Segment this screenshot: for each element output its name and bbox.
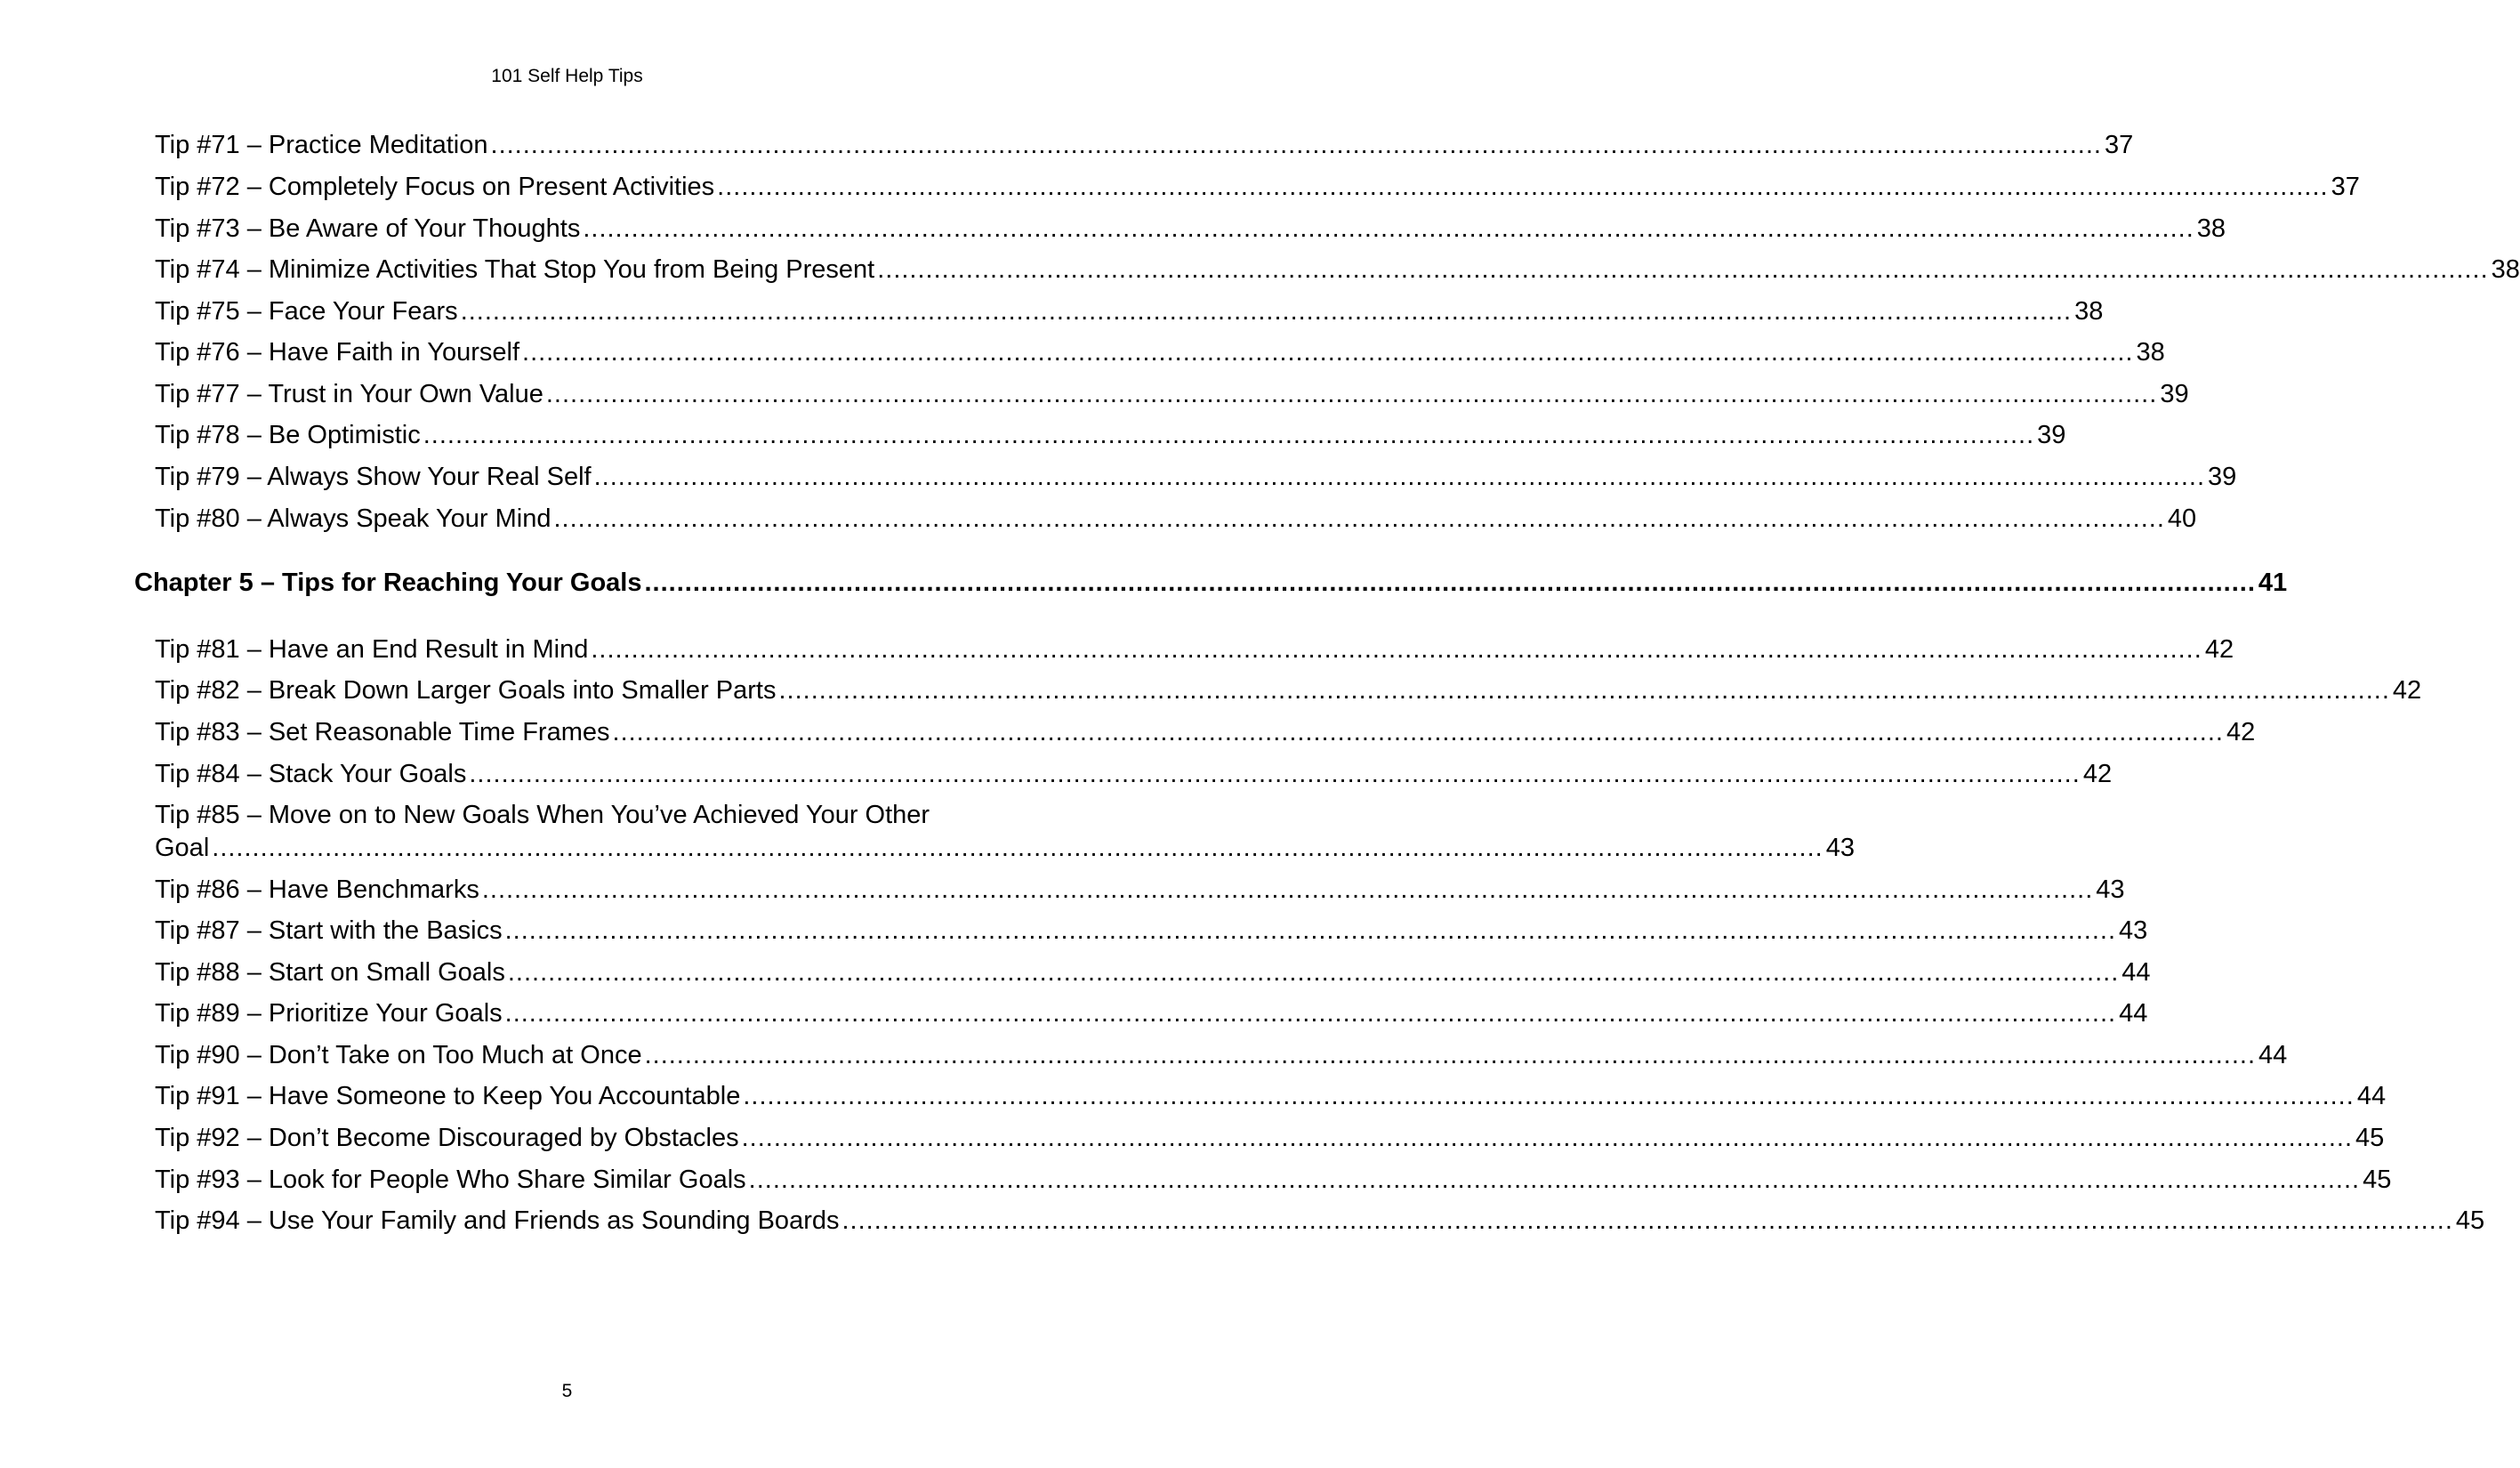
toc-entry-page: 37	[2104, 131, 2134, 159]
toc-entry-page: 39	[2037, 421, 2066, 449]
dot-leader: ........................................................................................................................................................................................................	[644, 1041, 2257, 1069]
toc-entry-page: 42	[2082, 760, 2113, 788]
toc-entry-page: 45	[2455, 1206, 2485, 1235]
toc-entry-title: Tip #71 – Practice Meditation	[155, 131, 488, 159]
dot-leader: ........................................................................................................................................................................................................	[612, 718, 2224, 746]
toc-entry	[155, 130, 2134, 160]
toc-entry-page: 39	[2208, 463, 2237, 491]
dot-leader: ........................................................................................................................................................................................................	[490, 131, 2102, 159]
dot-leader: ........................................................................................................................................................................................................	[741, 1124, 2354, 1152]
toc-entry	[155, 717, 2256, 747]
dot-leader: ........................................................................................................................................................................................................	[591, 635, 2202, 664]
toc-entry-title: Tip #76 – Have Faith in Yourself	[155, 338, 520, 367]
toc-entry	[155, 634, 2234, 665]
toc-entry-title: Tip #90 – Don’t Take on Too Much at Once	[155, 1041, 642, 1069]
dot-leader: ........................................................................................................................................................................................................	[717, 173, 2329, 201]
toc-entry-title: Tip #80 – Always Speak Your Mind	[155, 504, 552, 533]
toc-entry-title: Tip #89 – Prioritize Your Goals	[155, 999, 503, 1028]
toc-entry-page: 42	[2226, 718, 2256, 746]
toc-entry	[155, 998, 2148, 1028]
dot-leader: ........................................................................................................................................................................................................	[504, 999, 2117, 1028]
toc-entry	[155, 915, 2148, 946]
dot-leader: ........................................................................................................................................................................................................	[553, 504, 2165, 533]
dot-leader: ........................................................................................................................................................................................................	[522, 338, 2134, 367]
toc-entry	[155, 1165, 2392, 1195]
toc-entry-title: Tip #88 – Start on Small Goals	[155, 958, 505, 987]
dot-leader: ........................................................................................................................................................................................................	[504, 916, 2117, 945]
toc-entry	[155, 420, 2066, 450]
toc-entry-page: 42	[2204, 635, 2234, 664]
toc-entry-page: 43	[1825, 834, 1855, 862]
toc-entry-title: Tip #82 – Break Down Larger Goals into Smaller Parts	[155, 676, 777, 705]
toc-entry	[155, 296, 2104, 327]
toc-entry	[155, 172, 2360, 202]
toc-entry-page: 42	[2392, 676, 2422, 705]
toc-entry-page: 45	[2363, 1166, 2392, 1194]
toc-entry	[155, 833, 1855, 863]
toc-entry-title: Tip #79 – Always Show Your Real Self	[155, 463, 592, 491]
toc-entry-page: 39	[2160, 380, 2189, 408]
toc-entry-page: 44	[2356, 1082, 2387, 1110]
toc-entry-page: 44	[2119, 999, 2148, 1028]
toc-entry	[155, 379, 2189, 409]
dot-leader: ........................................................................................................................................................................................................	[545, 380, 2158, 408]
toc-entry-title: Tip #72 – Completely Focus on Present Activities	[155, 173, 715, 201]
toc-entry-title: Tip #92 – Don’t Become Discouraged by Obstacles	[155, 1124, 739, 1152]
toc-entry-page: 38	[2196, 214, 2226, 243]
toc-chapter-page: 41	[2258, 569, 2288, 597]
toc-entry	[155, 462, 2237, 492]
toc-entry-title-line1: Tip #85 – Move on to New Goals When You’ve Achieved Your Other	[155, 801, 930, 829]
dot-leader: ........................................................................................................................................................................................................	[778, 676, 2390, 705]
toc-entry	[155, 1081, 2387, 1111]
toc-entry	[155, 254, 2520, 285]
toc-entry	[155, 957, 2151, 988]
dot-leader: ........................................................................................................................................................................................................	[593, 463, 2206, 491]
toc-entry	[155, 675, 2422, 706]
toc-entry-title: Tip #94 – Use Your Family and Friends as Sounding Boards	[155, 1206, 840, 1235]
toc-entry-page: 40	[2167, 504, 2197, 533]
dot-leader: ........................................................................................................................................................................................................	[743, 1082, 2355, 1110]
dot-leader: ........................................................................................................................................................................................................	[583, 214, 2194, 243]
toc-entry-title: Tip #86 – Have Benchmarks	[155, 875, 479, 904]
dot-leader: ........................................................................................................................................................................................................	[460, 297, 2073, 326]
toc-chapter-title: Chapter 5 – Tips for Reaching Your Goals	[134, 569, 642, 597]
toc-entry-page: 43	[2119, 916, 2148, 945]
toc-chapter-entry	[134, 568, 2288, 598]
toc-entry-title-line2: Goal	[155, 834, 210, 862]
toc-entry	[155, 504, 2197, 534]
toc-entry-title: Tip #84 – Stack Your Goals	[155, 760, 467, 788]
dot-leader: ........................................................................................................................................................................................................	[423, 421, 2035, 449]
toc-entry-page: 45	[2355, 1124, 2385, 1152]
toc-entry-title: Tip #73 – Be Aware of Your Thoughts	[155, 214, 581, 243]
dot-leader: ........................................................................................................................................................................................................	[481, 875, 2094, 904]
toc-entry	[155, 875, 2125, 905]
toc-entry-title: Tip #77 – Trust in Your Own Value	[155, 380, 543, 408]
toc-entry-title: Tip #75 – Face Your Fears	[155, 297, 458, 326]
dot-leader: ........................................................................................................................................................................................................	[841, 1206, 2453, 1235]
toc-entry-page: 44	[2121, 958, 2151, 987]
toc-entry-title: Tip #87 – Start with the Basics	[155, 916, 503, 945]
toc-entry-page: 37	[2331, 173, 2360, 201]
dot-leader: ........................................................................................................................................................................................................	[507, 958, 2120, 987]
toc-entry-title: Tip #81 – Have an End Result in Mind	[155, 635, 589, 664]
dot-leader: ........................................................................................................................................................................................................	[469, 760, 2081, 788]
toc-entry	[155, 337, 2165, 367]
toc-entry-page: 44	[2258, 1041, 2288, 1069]
toc-entry	[155, 1206, 2485, 1236]
toc-entry-page: 38	[2074, 297, 2104, 326]
dot-leader: ........................................................................................................................................................................................................	[644, 569, 2256, 597]
toc-entry-title: Tip #83 – Set Reasonable Time Frames	[155, 718, 610, 746]
toc-entry-page: 38	[2491, 255, 2520, 284]
toc-entry-title: Tip #74 – Minimize Activities That Stop You from Being Present	[155, 255, 875, 284]
dot-leader: ........................................................................................................................................................................................................	[212, 834, 1824, 862]
toc-entry-page: 38	[2136, 338, 2165, 367]
toc-entry	[155, 1123, 2385, 1153]
running-header: 101 Self Help Tips	[491, 66, 643, 86]
toc-entry-title: Tip #78 – Be Optimistic	[155, 421, 421, 449]
dot-leader: ........................................................................................................................................................................................................	[877, 255, 2489, 284]
toc-entry-title: Tip #91 – Have Someone to Keep You Accountable	[155, 1082, 741, 1110]
toc-entry	[155, 759, 2113, 789]
page-number: 5	[561, 1381, 573, 1401]
toc-entry-title: Tip #93 – Look for People Who Share Similar Goals	[155, 1166, 746, 1194]
toc-entry	[155, 214, 2226, 244]
dot-leader: ........................................................................................................................................................................................................	[748, 1166, 2361, 1194]
toc-entry-page: 43	[2096, 875, 2125, 904]
toc-entry	[155, 1040, 2288, 1070]
